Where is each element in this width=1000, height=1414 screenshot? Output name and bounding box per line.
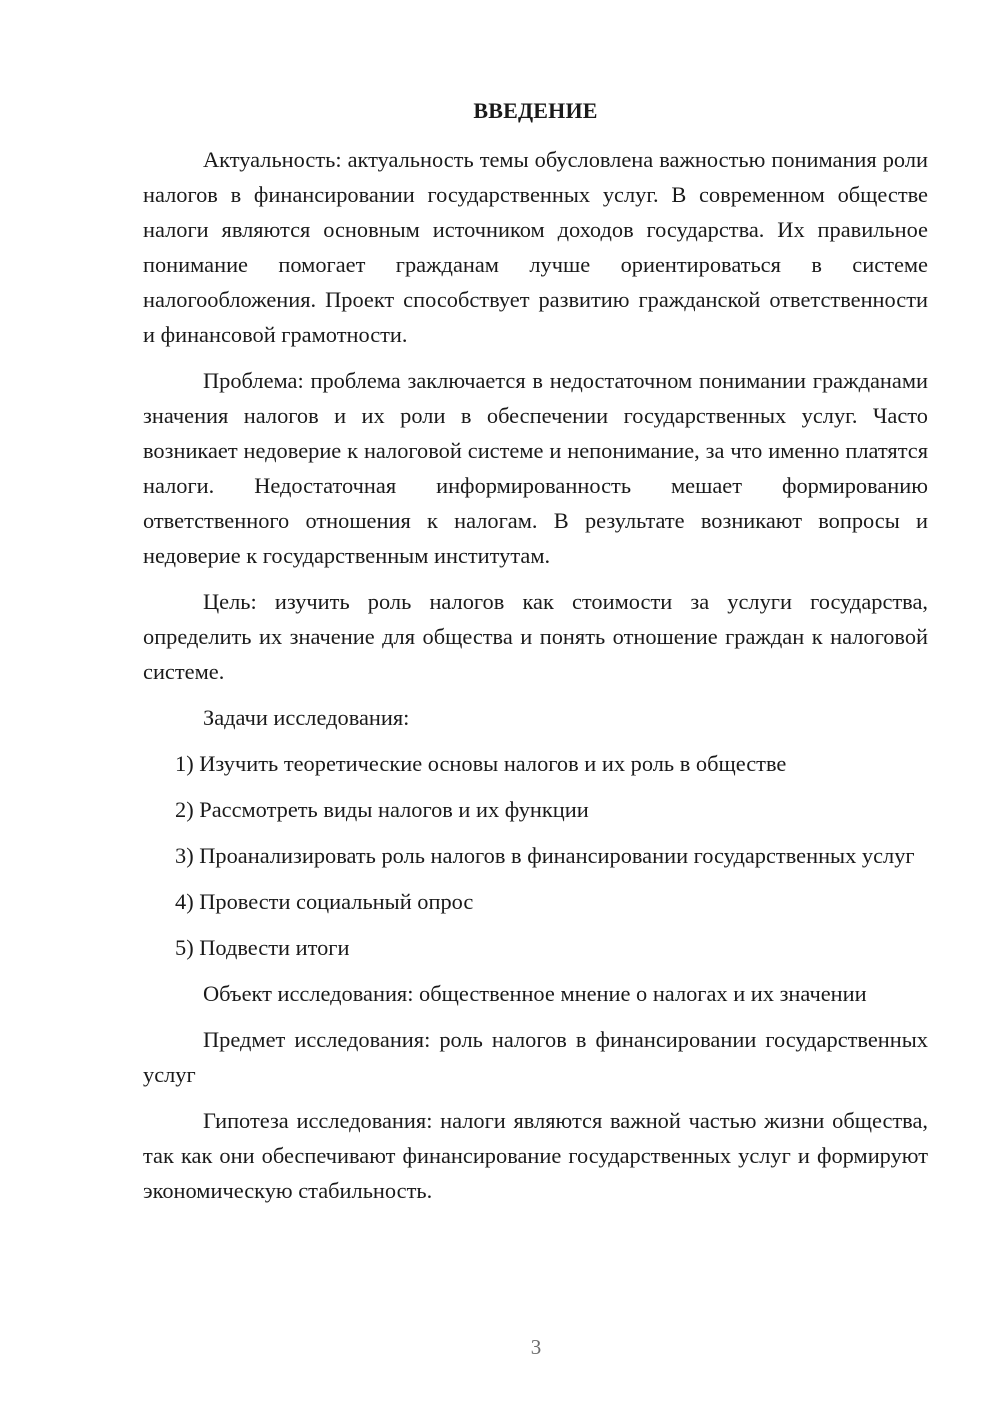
object-paragraph: Объект исследования: общественное мнение о налогах и их значении [203,981,867,1006]
task-item-4: 4) Провести социальный опрос [175,889,474,914]
tasks-heading: Задачи исследования: [203,705,410,730]
goal-paragraph: Цель: изучить роль налогов как стоимости за услуги государства, определить их значение для общества и понять отношение граждан к налоговой системе. [143,589,928,684]
section-title: ВВЕДЕНИЕ [473,98,598,123]
problem-paragraph: Проблема: проблема заключается в недостаточном понимании гражданами значения налогов и их роли в обеспечении государственных услуг. Часто возникает недоверие к налоговой системе и непонимание, за что именно платятся налоги. Недостаточная информированность мешает формированию ответственного отношения к налогам. В результате возникают вопросы и недоверие к государственным институтам. [143,368,928,568]
task-item-3: 3) Проанализировать роль налогов в финансировании государственных услуг [175,843,915,868]
relevance-paragraph: Актуальность: актуальность темы обусловлена важностью понимания роли налогов в финансировании государственных услуг. В современном обществе налоги являются основным источником доходов государства. Их правильное понимание помогает гражданам лучше ориентироваться в системе налогообложения. Проект способствует развитию гражданской ответственности и финансовой грамотности. [143,147,928,347]
task-item-5: 5) Подвести итоги [175,935,350,960]
task-item-1: 1) Изучить теоретические основы налогов и их роль в обществе [175,751,787,776]
page-number: 3 [530,1335,542,1359]
task-item-2: 2) Рассмотреть виды налогов и их функции [175,797,589,822]
hypothesis-paragraph: Гипотеза исследования: налоги являются важной частью жизни общества, так как они обеспечивают финансирование государственных услуг и формируют экономическую стабильность. [143,1108,928,1203]
subject-paragraph: Предмет исследования: роль налогов в финансировании государственных услуг [143,1027,928,1087]
introduction-body [143,142,928,1208]
